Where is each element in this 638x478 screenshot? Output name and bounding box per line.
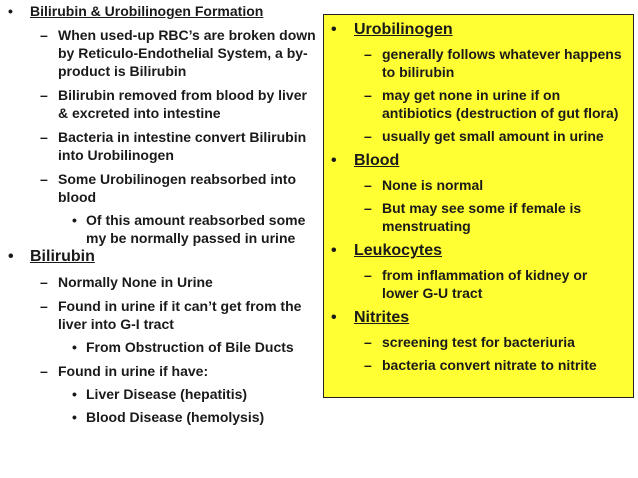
right-item-level2 (324, 127, 624, 145)
item-text: usually get small amount in urine (382, 128, 604, 144)
right-item-level2 (324, 176, 624, 194)
right-item-level1 (324, 151, 624, 171)
item-text: Some Urobilinogen reabsorbed into blood (58, 171, 297, 205)
right-item-level2 (324, 333, 624, 351)
yellow-notes-box (323, 14, 634, 398)
dash-marker: – (364, 267, 372, 283)
left-item-level1 (0, 2, 318, 20)
item-text: Bilirubin removed from blood by liver & excreted into intestine (58, 87, 307, 121)
item-text: Blood Disease (hemolysis) (86, 409, 265, 425)
item-text: Liver Disease (hepatitis) (86, 386, 248, 402)
item-text: may get none in urine if on antibiotics (destruction of gut flora) (382, 87, 619, 121)
dash-marker: – (364, 87, 372, 103)
dash-marker: – (364, 200, 372, 216)
dash-marker: – (40, 129, 48, 145)
right-item-level1 (324, 308, 624, 328)
dash-marker: – (364, 46, 372, 62)
item-text: Found in urine if it can’t get from the liver into G-I tract (58, 298, 302, 332)
heading-text: Leukocytes (354, 242, 443, 259)
dash-marker: – (40, 171, 48, 187)
dash-marker: – (364, 357, 372, 373)
dash-marker: – (364, 334, 372, 350)
item-text: Bacteria in intestine convert Bilirubin into Urobilinogen (58, 129, 307, 163)
item-text: screening test for bacteriuria (382, 334, 575, 350)
left-item-level2 (0, 297, 318, 333)
dash-marker: – (40, 274, 48, 290)
item-text: from inflammation of kidney or lower G-U tract (382, 267, 588, 301)
left-item-level2 (0, 26, 318, 80)
right-item-level2 (324, 266, 624, 302)
bullet-marker: • (72, 409, 77, 425)
bullet-marker: • (331, 309, 337, 326)
item-text: bacteria convert nitrate to nitrite (382, 357, 597, 373)
item-text: None is normal (382, 177, 484, 193)
dash-marker: – (40, 298, 48, 314)
bullet-marker: • (331, 21, 337, 38)
bullet-marker: • (72, 386, 77, 402)
left-item-level3 (0, 211, 318, 247)
left-item-level3 (0, 408, 318, 426)
dash-marker: – (364, 177, 372, 193)
item-text: Found in urine if have: (58, 363, 209, 379)
item-text: Of this amount reabsorbed some my be normally passed in urine (86, 212, 306, 246)
left-bullet-list (0, 2, 318, 426)
heading-text: Bilirubin (30, 248, 95, 265)
left-item-level2 (0, 170, 318, 206)
left-item-level2 (0, 362, 318, 380)
dash-marker: – (40, 87, 48, 103)
right-item-level1 (324, 20, 624, 40)
bullet-marker: • (8, 248, 14, 265)
left-item-level1 (0, 247, 318, 267)
dash-marker: – (40, 27, 48, 43)
left-item-level2 (0, 128, 318, 164)
heading-text: Bilirubin & Urobilinogen Formation (30, 3, 264, 19)
bullet-marker: • (72, 339, 77, 355)
right-item-level2 (324, 199, 624, 235)
right-item-level2 (324, 45, 624, 81)
item-text: generally follows whatever happens to bilirubin (382, 46, 622, 80)
left-item-level3 (0, 338, 318, 356)
heading-text: Blood (354, 152, 400, 169)
item-text: Normally None in Urine (58, 274, 213, 290)
bullet-marker: • (331, 242, 337, 259)
item-text: When used-up RBC’s are broken down by Reticulo-Endothelial System, a by-product is Bilirubin (58, 27, 316, 79)
bullet-marker: • (72, 212, 77, 228)
right-item-level2 (324, 86, 624, 122)
left-item-level2 (0, 273, 318, 291)
right-item-level2 (324, 356, 624, 374)
bullet-marker: • (331, 152, 337, 169)
dash-marker: – (364, 128, 372, 144)
heading-text: Nitrites (354, 309, 410, 326)
right-item-level1 (324, 241, 624, 261)
left-item-level2 (0, 86, 318, 122)
bullet-marker: • (8, 3, 13, 19)
dash-marker: – (40, 363, 48, 379)
item-text: From Obstruction of Bile Ducts (86, 339, 294, 355)
item-text: But may see some if female is menstruating (382, 200, 582, 234)
heading-text: Urobilinogen (354, 21, 453, 38)
left-item-level3 (0, 385, 318, 403)
